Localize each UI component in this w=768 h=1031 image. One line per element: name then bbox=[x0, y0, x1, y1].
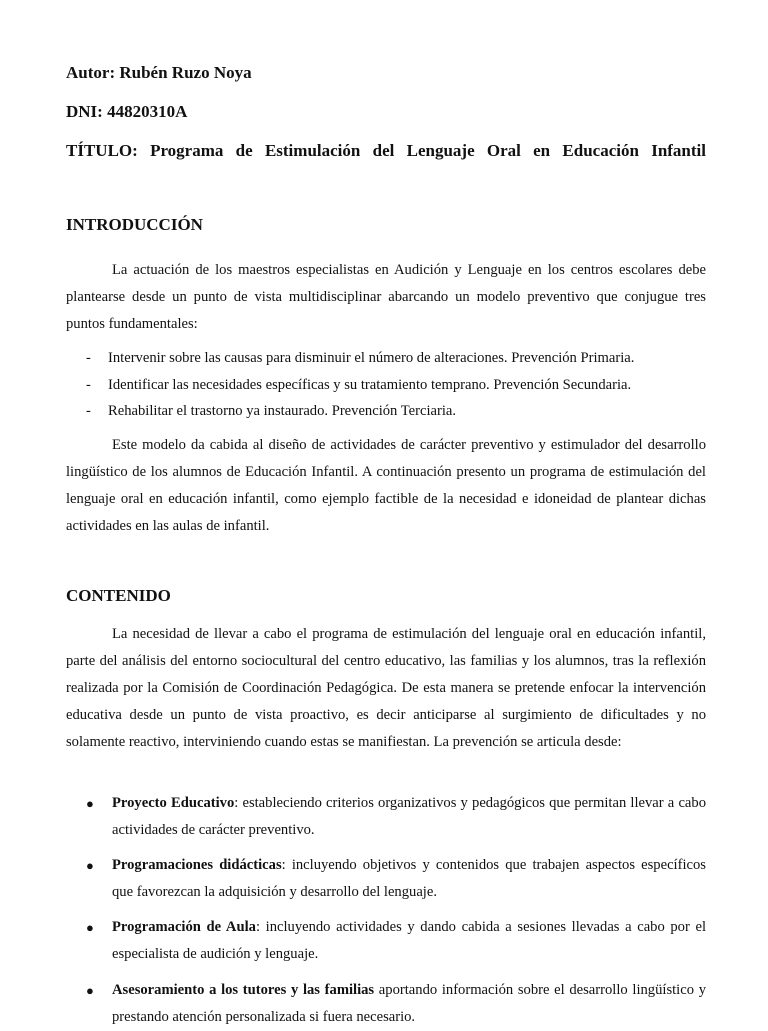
title-word: Educación bbox=[562, 141, 639, 160]
list-item bbox=[86, 398, 726, 425]
content-paragraph: La necesidad de llevar a cabo el programa de estimulación del lenguaje oral en educación infantil, parte del análisis del entorno sociocultural del centro educativo, las familias y los alumnos, tras la reflexión realizada por la Comisión de Coordinación Pedagógica. De esta manera se pretende enfocar la intervención educativa desde un punto de vista proactivo, es decir anticiparse al surgimiento de dificultades y no solamente reactivo, interviniendo cuando estas se manifiestan. La prevención se articula desde: bbox=[66, 626, 706, 750]
bullet-icon: ● bbox=[86, 920, 94, 935]
dash-marker: - bbox=[86, 376, 91, 393]
bullet-title: Asesoramiento a los tutores y las familias bbox=[112, 982, 375, 998]
bullet-text: : incluyendo objetivos y contenidos que trabajen aspectos específicos que favorezcan la adquisición y desarrollo del lenguaje. bbox=[112, 857, 706, 900]
prevention-list bbox=[86, 345, 726, 425]
intro-paragraph: La actuación de los maestros especialistas en Audición y Lenguaje en los centros escolares debe plantearse desde un punto de vista multidisciplinar abarcando un modelo preventivo que conjugue tres puntos fundamentales: bbox=[66, 262, 706, 332]
author-label: Autor: bbox=[66, 63, 116, 82]
bullet-icon: ● bbox=[86, 983, 94, 998]
list-item-text: Identificar las necesidades específicas y su tratamiento temprano. Prevención Secundaria. bbox=[108, 376, 632, 393]
bullet-text: : estableciendo criterios organizativos y pedagógicos que permitan llevar a cabo actividades de carácter preventivo. bbox=[112, 795, 706, 838]
list-item-text: Rehabilitar el trastorno ya instaurado. Prevención Terciaria. bbox=[108, 403, 457, 419]
content-heading: CONTENIDO bbox=[66, 586, 171, 605]
list-item bbox=[86, 345, 726, 372]
bullet-icon: ● bbox=[86, 858, 94, 873]
bullet-icon: ● bbox=[86, 796, 94, 811]
bullet-title: Programación de Aula bbox=[112, 919, 256, 935]
title-word: en bbox=[533, 141, 551, 160]
title-word: Programa bbox=[150, 141, 224, 160]
title-line bbox=[66, 141, 706, 161]
dni-line bbox=[66, 102, 187, 122]
title-word: Lenguaje bbox=[406, 141, 475, 160]
bullet-title: Programaciones didácticas bbox=[112, 857, 282, 873]
dash-marker: - bbox=[86, 350, 91, 366]
title-word: Estimulación bbox=[264, 141, 361, 160]
list-item-text: Intervenir sobre las causas para disminuir el número de alteraciones. Prevención Primaria. bbox=[108, 350, 635, 366]
bullet-item bbox=[86, 914, 706, 968]
title-word: Oral bbox=[486, 141, 521, 160]
dni-label: DNI: bbox=[66, 102, 103, 121]
dni-value: 44820310A bbox=[107, 102, 188, 121]
title-label: TÍTULO: bbox=[66, 141, 138, 160]
title-word: del bbox=[372, 141, 395, 160]
bullet-item bbox=[86, 790, 706, 844]
title-word: de bbox=[235, 141, 253, 160]
author-name: Rubén Ruzo Noya bbox=[119, 63, 252, 82]
bullet-text: aportando información sobre el desarrollo lingüístico y prestando atención personalizada si fuera necesario. bbox=[112, 982, 706, 1025]
bullet-item bbox=[86, 852, 706, 906]
intro-heading: INTRODUCCIÓN bbox=[66, 215, 203, 234]
bullet-item bbox=[86, 977, 706, 1031]
author-line bbox=[66, 63, 252, 83]
bullet-title: Proyecto Educativo bbox=[112, 795, 235, 811]
dash-marker: - bbox=[86, 403, 91, 419]
list-item bbox=[86, 372, 726, 399]
title-word: Infantil bbox=[651, 141, 706, 160]
bullet-text: : incluyendo actividades y dando cabida a sesiones llevadas a cabo por el especialista de audición y lenguaje. bbox=[112, 919, 706, 962]
intro-paragraph-2: Este modelo da cabida al diseño de actividades de carácter preventivo y estimulador del desarrollo lingüístico de los alumnos de Educación Infantil. A continuación presento un programa de estimulación del lenguaje oral en educación infantil, como ejemplo factible de la necesidad e idoneidad de plantear dichas actividades en las aulas de infantil. bbox=[66, 437, 706, 534]
